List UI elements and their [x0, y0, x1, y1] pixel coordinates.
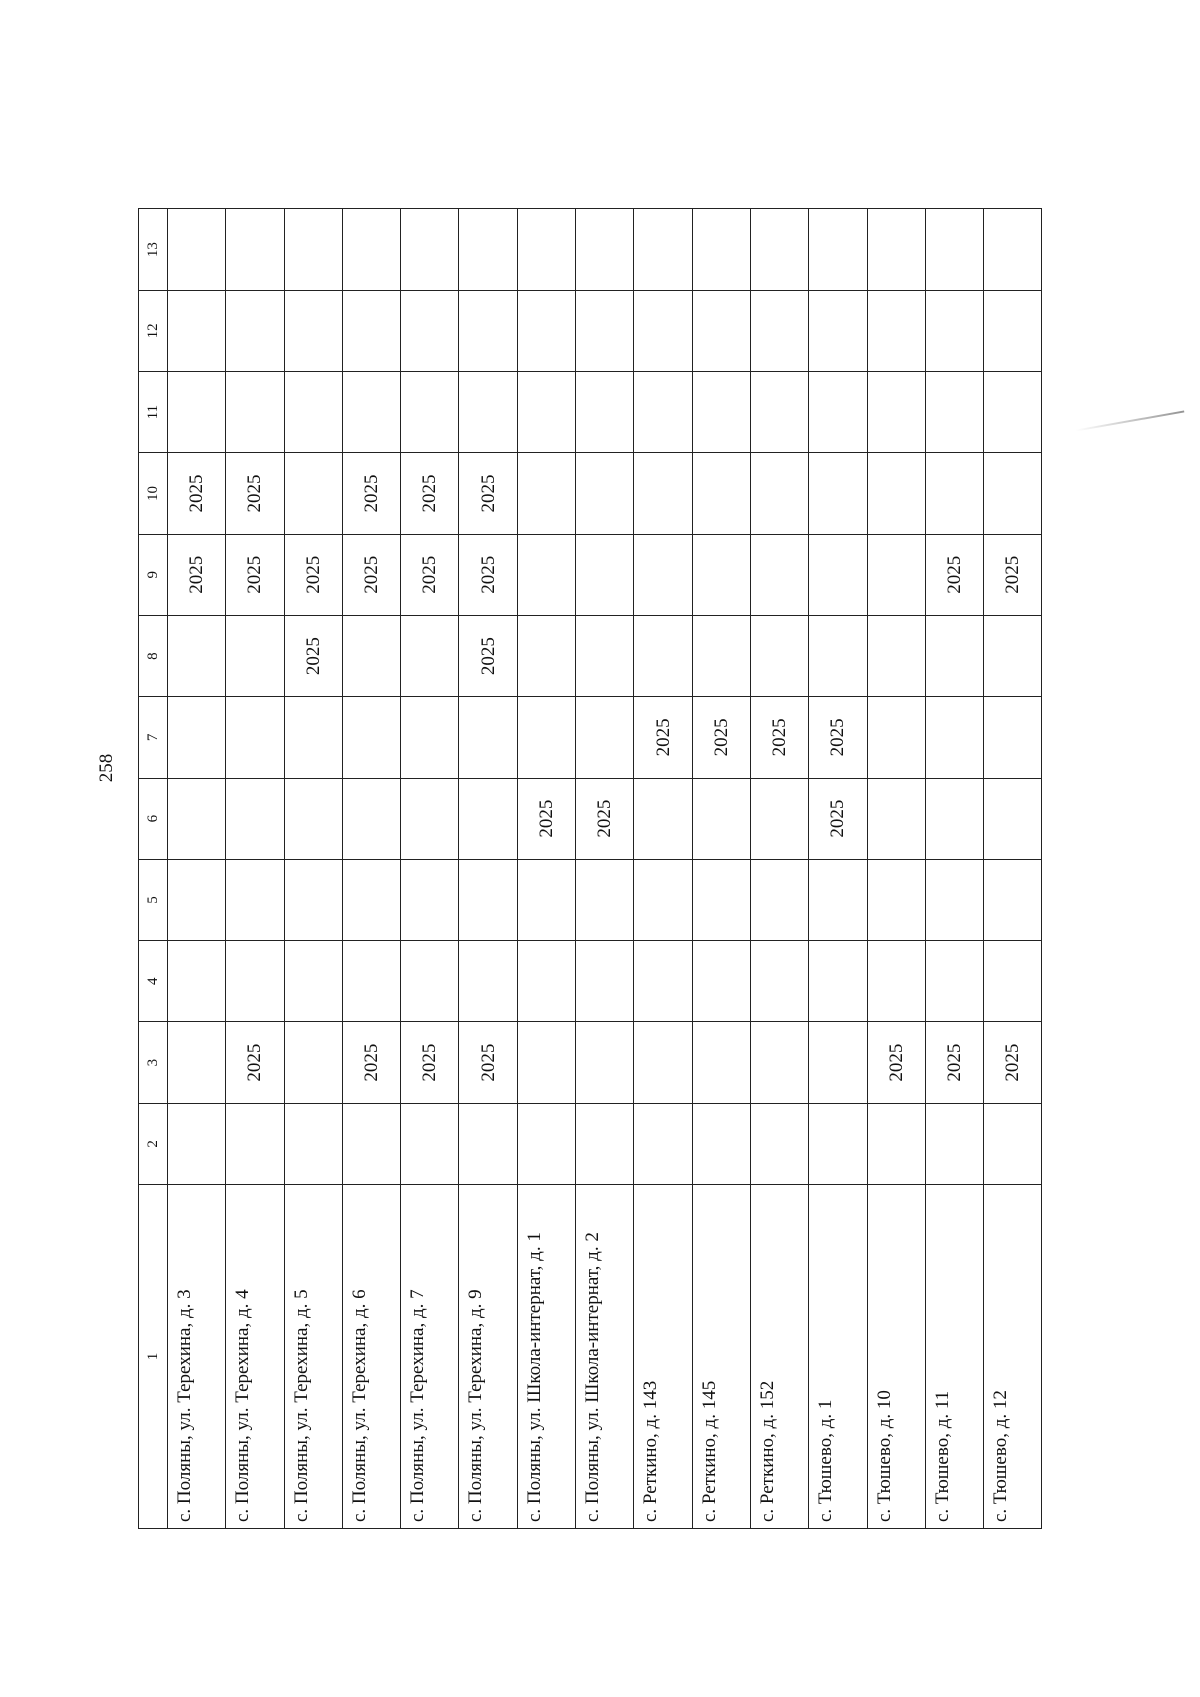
header-cell: 11 [139, 372, 168, 453]
header-cell: 3 [139, 1022, 168, 1103]
year-cell [750, 778, 808, 859]
year-cell [634, 534, 692, 615]
year-cell: 2025 [750, 697, 808, 778]
year-cell [867, 859, 925, 940]
year-cell [867, 615, 925, 696]
table-container [138, 209, 1058, 1529]
year-cell [517, 1103, 575, 1184]
table-row [634, 209, 692, 1529]
year-cell [284, 372, 342, 453]
table-row [809, 209, 867, 1529]
schedule-table [138, 208, 1042, 1529]
year-cell: 2025 [401, 453, 459, 534]
year-cell: 2025 [459, 453, 517, 534]
table-body [168, 209, 1042, 1529]
table-row [284, 209, 342, 1529]
year-cell [459, 859, 517, 940]
year-cell [925, 859, 983, 940]
header-cell: 2 [139, 1103, 168, 1184]
year-cell: 2025 [867, 1022, 925, 1103]
year-cell: 2025 [692, 697, 750, 778]
year-cell [984, 615, 1042, 696]
year-cell: 2025 [226, 534, 284, 615]
table-row [517, 209, 575, 1529]
header-cell: 10 [139, 453, 168, 534]
year-cell: 2025 [984, 534, 1042, 615]
year-cell [750, 372, 808, 453]
header-cell: 5 [139, 859, 168, 940]
year-cell [809, 1103, 867, 1184]
year-cell [342, 209, 400, 290]
year-cell [401, 778, 459, 859]
header-cell: 13 [139, 209, 168, 290]
year-cell [401, 697, 459, 778]
year-cell [284, 209, 342, 290]
year-cell: 2025 [984, 1022, 1042, 1103]
year-cell [809, 290, 867, 371]
year-cell [809, 534, 867, 615]
year-cell [750, 453, 808, 534]
year-cell [226, 290, 284, 371]
year-cell [634, 209, 692, 290]
year-cell [750, 209, 808, 290]
year-cell [459, 290, 517, 371]
header-cell: 1 [139, 1185, 168, 1529]
year-cell [692, 941, 750, 1022]
year-cell [576, 1022, 634, 1103]
year-cell: 2025 [925, 534, 983, 615]
year-cell [867, 453, 925, 534]
year-cell [342, 615, 400, 696]
year-cell [925, 1103, 983, 1184]
year-cell [867, 209, 925, 290]
year-cell [342, 697, 400, 778]
table-row [750, 209, 808, 1529]
year-cell [576, 941, 634, 1022]
year-cell [984, 209, 1042, 290]
year-cell [226, 372, 284, 453]
year-cell [168, 1103, 226, 1184]
year-cell [459, 372, 517, 453]
address-cell: с. Поляны, ул. Терехина, д. 7 [401, 1185, 459, 1529]
year-cell [634, 372, 692, 453]
address-cell: с. Поляны, ул. Терехина, д. 3 [168, 1185, 226, 1529]
address-cell: с. Поляны, ул. Школа-интернат, д. 1 [517, 1185, 575, 1529]
year-cell: 2025 [284, 534, 342, 615]
year-cell [517, 615, 575, 696]
address-cell: с. Тюшево, д. 12 [984, 1185, 1042, 1529]
scan-artifact [1076, 410, 1185, 431]
year-cell [692, 534, 750, 615]
year-cell [925, 697, 983, 778]
year-cell [284, 697, 342, 778]
year-cell [925, 615, 983, 696]
year-cell [576, 534, 634, 615]
year-cell [809, 209, 867, 290]
year-cell: 2025 [576, 778, 634, 859]
year-cell [226, 697, 284, 778]
year-cell [925, 941, 983, 1022]
year-cell [692, 1022, 750, 1103]
year-cell [168, 615, 226, 696]
year-cell [634, 941, 692, 1022]
year-cell [925, 209, 983, 290]
year-cell [517, 372, 575, 453]
year-cell [809, 859, 867, 940]
year-cell: 2025 [925, 1022, 983, 1103]
year-cell [634, 1103, 692, 1184]
header-cell: 6 [139, 778, 168, 859]
year-cell [284, 1022, 342, 1103]
year-cell [517, 290, 575, 371]
year-cell [867, 290, 925, 371]
year-cell [750, 615, 808, 696]
year-cell [750, 1022, 808, 1103]
year-cell: 2025 [459, 1022, 517, 1103]
year-cell [925, 778, 983, 859]
year-cell [459, 941, 517, 1022]
year-cell [984, 372, 1042, 453]
address-cell: с. Поляны, ул. Школа-интернат, д. 2 [576, 1185, 634, 1529]
year-cell [168, 209, 226, 290]
year-cell: 2025 [226, 1022, 284, 1103]
year-cell [517, 453, 575, 534]
table-row [692, 209, 750, 1529]
table-row [226, 209, 284, 1529]
table-row [459, 209, 517, 1529]
year-cell: 2025 [459, 615, 517, 696]
year-cell [401, 1103, 459, 1184]
address-cell: с. Тюшево, д. 10 [867, 1185, 925, 1529]
year-cell [284, 453, 342, 534]
year-cell [342, 778, 400, 859]
year-cell [576, 209, 634, 290]
year-cell [576, 372, 634, 453]
year-cell [517, 859, 575, 940]
year-cell [867, 1103, 925, 1184]
year-cell [459, 1103, 517, 1184]
year-cell [226, 1103, 284, 1184]
year-cell [342, 372, 400, 453]
year-cell [925, 453, 983, 534]
table-row [867, 209, 925, 1529]
address-cell: с. Поляны, ул. Терехина, д. 4 [226, 1185, 284, 1529]
year-cell [692, 372, 750, 453]
year-cell [401, 209, 459, 290]
year-cell [925, 372, 983, 453]
year-cell: 2025 [342, 453, 400, 534]
year-cell [517, 534, 575, 615]
year-cell [692, 209, 750, 290]
header-cell: 7 [139, 697, 168, 778]
year-cell [809, 615, 867, 696]
year-cell [459, 697, 517, 778]
year-cell: 2025 [401, 1022, 459, 1103]
header-cell: 12 [139, 290, 168, 371]
year-cell [168, 859, 226, 940]
header-cell: 4 [139, 941, 168, 1022]
year-cell [459, 209, 517, 290]
header-row [139, 209, 168, 1529]
year-cell [809, 941, 867, 1022]
year-cell [634, 859, 692, 940]
year-cell [750, 859, 808, 940]
year-cell [634, 453, 692, 534]
year-cell [867, 941, 925, 1022]
year-cell [284, 941, 342, 1022]
year-cell [401, 290, 459, 371]
year-cell [576, 1103, 634, 1184]
year-cell [168, 697, 226, 778]
page-number: 258 [96, 753, 117, 783]
year-cell [925, 290, 983, 371]
year-cell [284, 290, 342, 371]
year-cell [634, 615, 692, 696]
year-cell [984, 697, 1042, 778]
year-cell [750, 290, 808, 371]
address-cell: с. Тюшево, д. 11 [925, 1185, 983, 1529]
year-cell: 2025 [168, 453, 226, 534]
table-row [984, 209, 1042, 1529]
year-cell [342, 1103, 400, 1184]
year-cell [576, 697, 634, 778]
table-row [925, 209, 983, 1529]
header-cell: 8 [139, 615, 168, 696]
year-cell [517, 941, 575, 1022]
address-cell: с. Реткино, д. 152 [750, 1185, 808, 1529]
year-cell: 2025 [809, 697, 867, 778]
address-cell: с. Реткино, д. 143 [634, 1185, 692, 1529]
year-cell [226, 615, 284, 696]
year-cell [634, 778, 692, 859]
year-cell [168, 290, 226, 371]
year-cell [867, 372, 925, 453]
year-cell: 2025 [809, 778, 867, 859]
year-cell [867, 534, 925, 615]
year-cell: 2025 [459, 534, 517, 615]
year-cell [692, 1103, 750, 1184]
year-cell [284, 859, 342, 940]
address-cell: с. Тюшево, д. 1 [809, 1185, 867, 1529]
address-cell: с. Реткино, д. 145 [692, 1185, 750, 1529]
year-cell [517, 209, 575, 290]
year-cell [401, 859, 459, 940]
year-cell [226, 209, 284, 290]
year-cell: 2025 [226, 453, 284, 534]
year-cell [284, 778, 342, 859]
year-cell [517, 697, 575, 778]
year-cell [576, 453, 634, 534]
year-cell [692, 859, 750, 940]
year-cell [634, 1022, 692, 1103]
year-cell [226, 941, 284, 1022]
year-cell: 2025 [401, 534, 459, 615]
year-cell [984, 290, 1042, 371]
year-cell [459, 778, 517, 859]
year-cell [168, 941, 226, 1022]
year-cell [168, 778, 226, 859]
year-cell [692, 778, 750, 859]
address-cell: с. Поляны, ул. Терехина, д. 9 [459, 1185, 517, 1529]
year-cell [750, 534, 808, 615]
year-cell [517, 1022, 575, 1103]
year-cell [634, 290, 692, 371]
year-cell [284, 1103, 342, 1184]
year-cell [692, 290, 750, 371]
table-row [342, 209, 400, 1529]
year-cell [867, 778, 925, 859]
table-row [168, 209, 226, 1529]
year-cell [692, 615, 750, 696]
address-cell: с. Поляны, ул. Терехина, д. 5 [284, 1185, 342, 1529]
year-cell [168, 1022, 226, 1103]
year-cell [401, 941, 459, 1022]
year-cell [576, 615, 634, 696]
year-cell [401, 615, 459, 696]
year-cell [168, 372, 226, 453]
year-cell: 2025 [168, 534, 226, 615]
year-cell [809, 372, 867, 453]
year-cell: 2025 [342, 1022, 400, 1103]
year-cell [809, 453, 867, 534]
year-cell [750, 1103, 808, 1184]
year-cell [342, 290, 400, 371]
year-cell [984, 859, 1042, 940]
year-cell [692, 453, 750, 534]
year-cell [576, 290, 634, 371]
year-cell [576, 859, 634, 940]
year-cell [809, 1022, 867, 1103]
year-cell [867, 697, 925, 778]
year-cell [342, 859, 400, 940]
year-cell [984, 1103, 1042, 1184]
table-row [576, 209, 634, 1529]
year-cell: 2025 [634, 697, 692, 778]
year-cell [226, 778, 284, 859]
year-cell [984, 941, 1042, 1022]
year-cell [984, 778, 1042, 859]
year-cell [401, 372, 459, 453]
year-cell [984, 453, 1042, 534]
header-cell: 9 [139, 534, 168, 615]
year-cell [226, 859, 284, 940]
year-cell [342, 941, 400, 1022]
table-row [401, 209, 459, 1529]
year-cell [750, 941, 808, 1022]
year-cell: 2025 [284, 615, 342, 696]
year-cell: 2025 [342, 534, 400, 615]
year-cell: 2025 [517, 778, 575, 859]
address-cell: с. Поляны, ул. Терехина, д. 6 [342, 1185, 400, 1529]
